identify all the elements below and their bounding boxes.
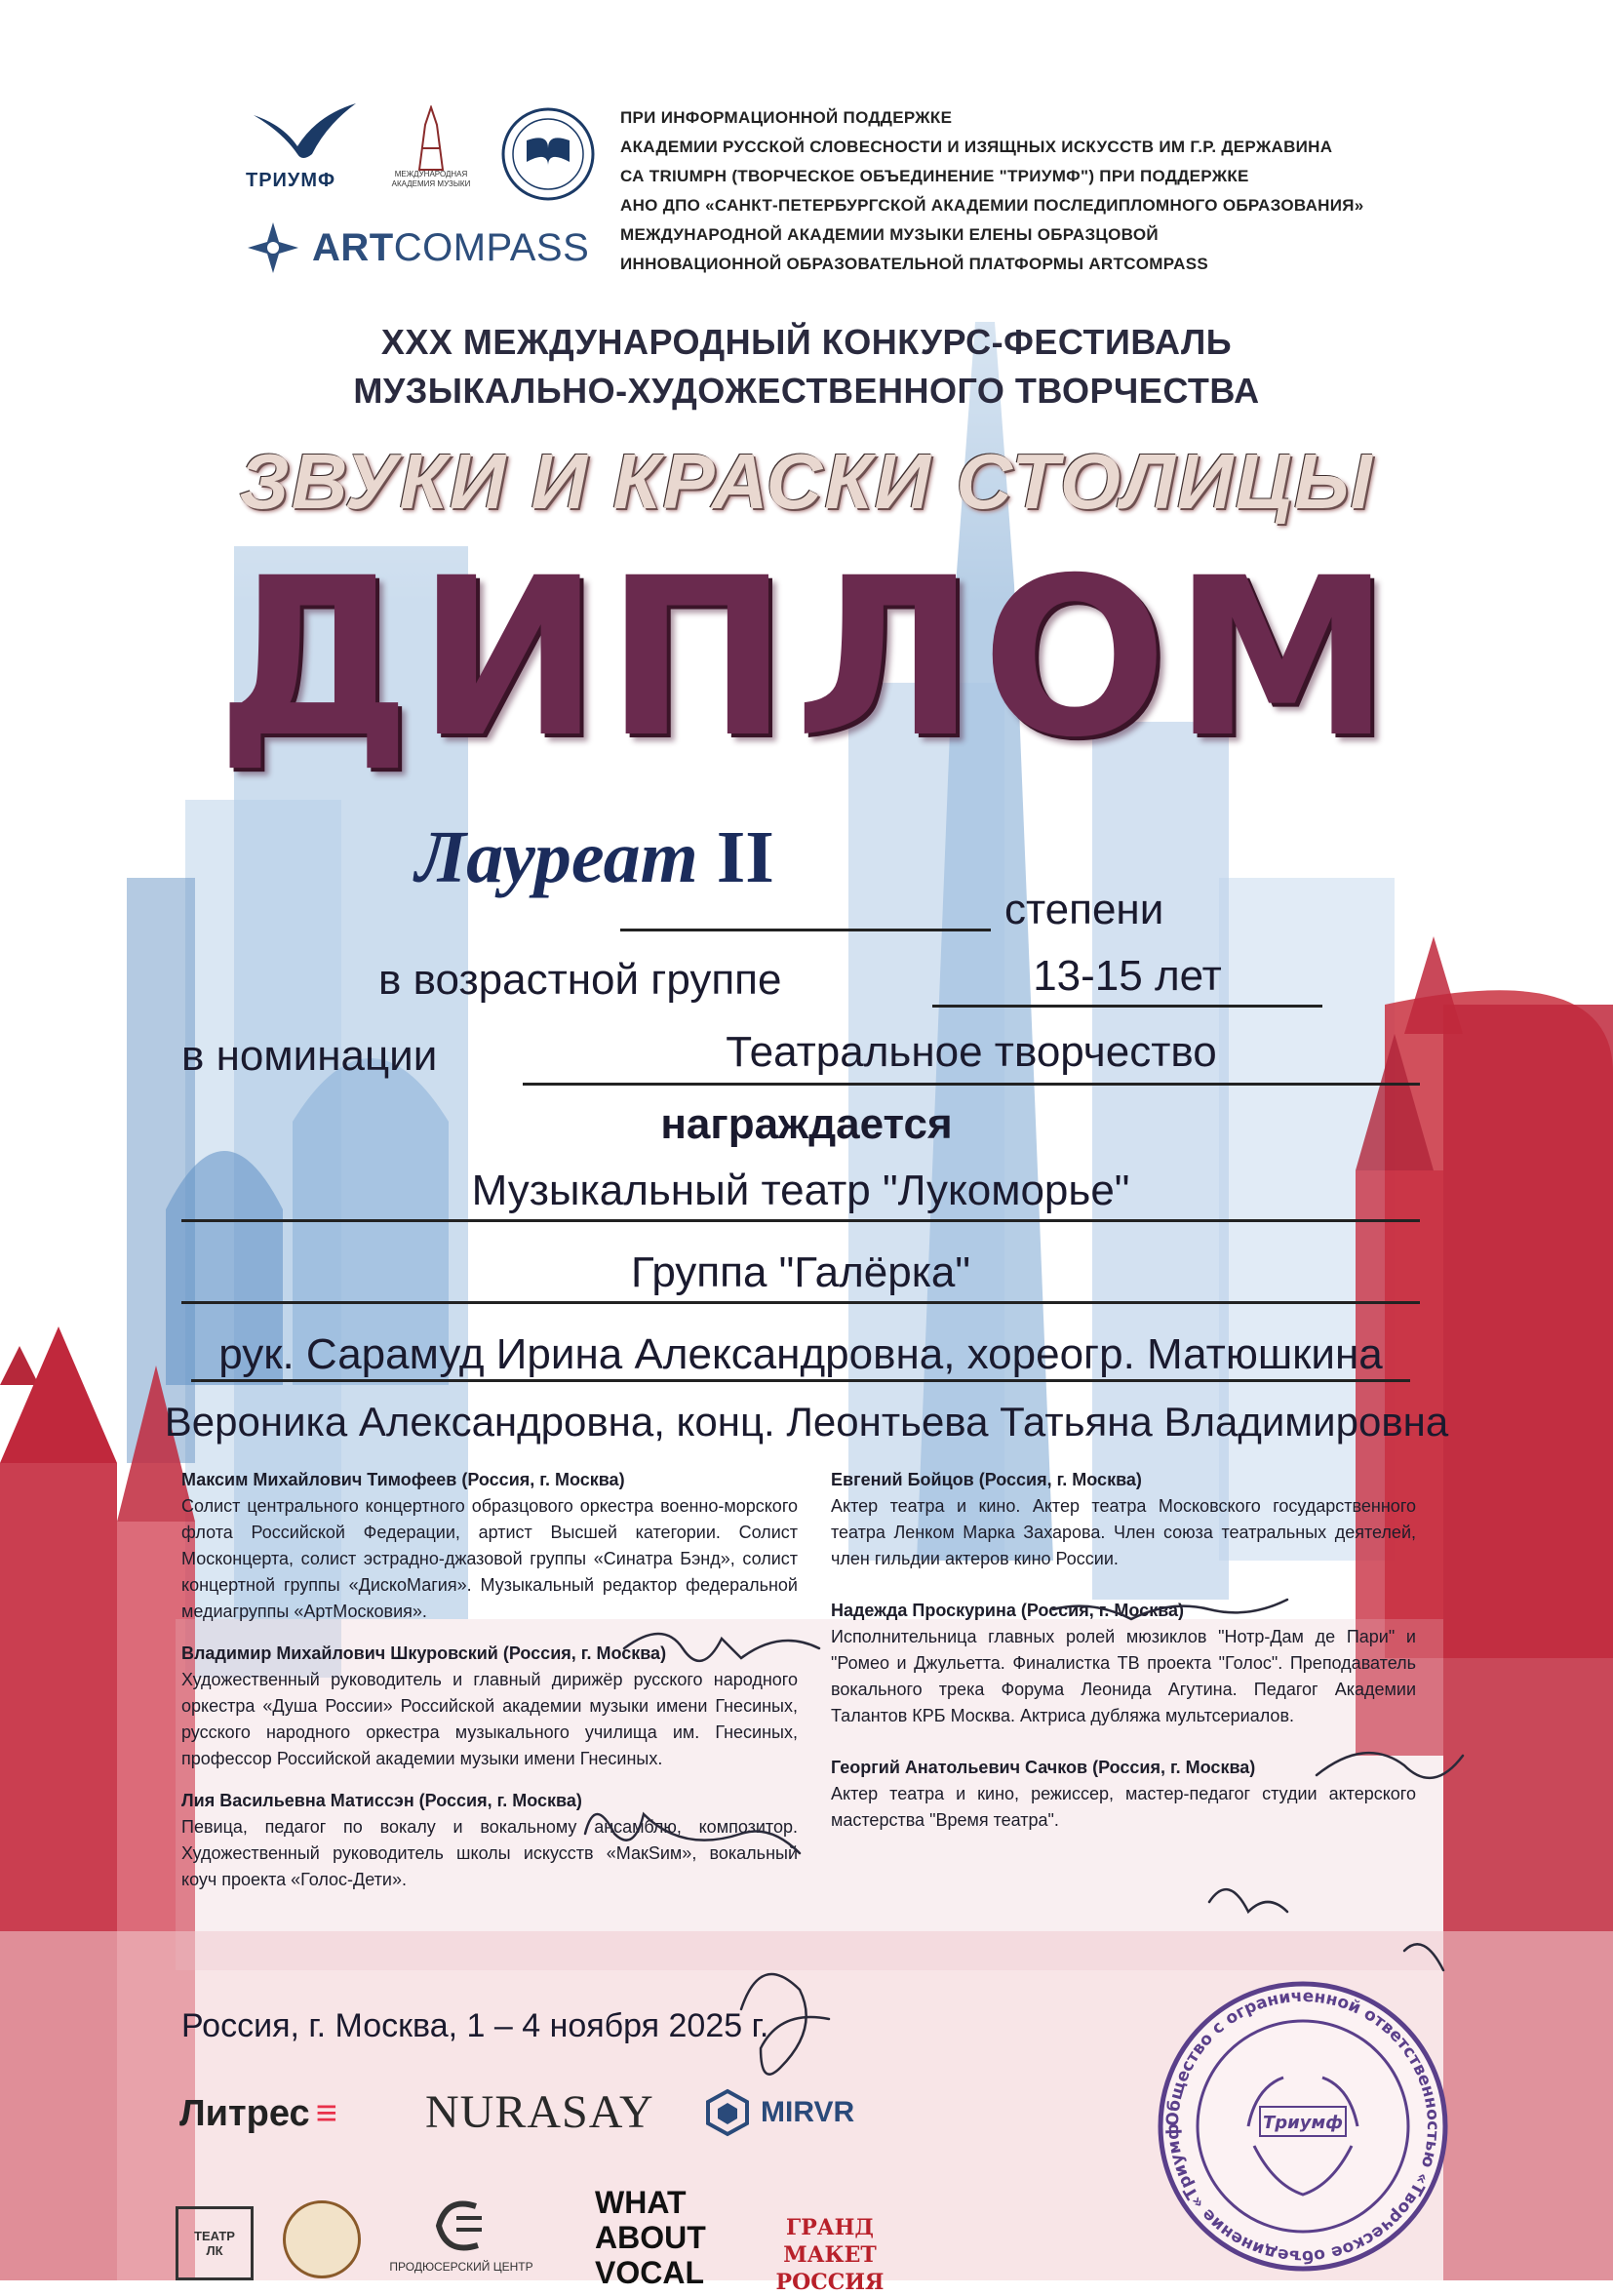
nomination-value: Театральное творчество xyxy=(726,1028,1217,1076)
logo-academy-label: МЕЖДУНАРОДНАЯ АКАДЕМИЯ МУЗЫКИ xyxy=(391,170,471,188)
jury-description: Солист центрального концертного образцового оркестра военно-морского флота Российской Федерации, артист Высшей категории. Солист Москонцерта, солист эстрадно-джазовой группы «Синатра Бэнд», солист концертной группы «ДискоМагия». Музыкальный редактор федеральной медиагруппы «АртМосковия». xyxy=(181,1496,798,1621)
logo-triumf-label: ТРИУМФ xyxy=(246,170,336,191)
age-label: в возрастной группе xyxy=(378,956,782,1004)
support-line: АНО ДПО «САНКТ-ПЕТЕРБУРГСКОЙ АКАДЕМИИ ПОСЛЕДИПЛОМНОГО ОБРАЗОВАНИЯ» xyxy=(620,196,1364,215)
festival-name: ЗВУКИ И КРАСКИ СТОЛИЦЫ xyxy=(239,438,1374,525)
awarded-label: награждается xyxy=(660,1100,953,1148)
festival-line-2: МУЗЫКАЛЬНО-ХУДОЖЕСТВЕННОГО ТВОРЧЕСТВА xyxy=(353,371,1260,411)
laureate-label: Лауреат xyxy=(415,816,698,898)
support-line: МЕЖДУНАРОДНОЙ АКАДЕМИИ МУЗЫКИ ЕЛЕНЫ ОБРАЗЦОВОЙ xyxy=(620,225,1159,244)
age-value: 13-15 лет xyxy=(1033,952,1222,1000)
jury-name: Надежда Проскурина (Россия, г. Москва) xyxy=(831,1601,1185,1620)
support-line: СА TRIUMPH (ТВОРЧЕСКОЕ ОБЪЕДИНЕНИЕ "ТРИУМФ") ПРИ ПОДДЕРЖКЕ xyxy=(620,167,1249,185)
stamp-seal-icon xyxy=(1147,1980,1459,2273)
sponsor-grand-maket: ГРАНД МАКЕТ РОССИЯ xyxy=(775,2215,885,2295)
jury-description: Художественный руководитель и главный дирижёр русского народного оркестра «Душа России» Российской академии музыки имени Гнесиных, русского народного оркестра музыкального училища им. Гнесиных, профессор Российской академии музыки имени Гнесиных. xyxy=(181,1670,798,1768)
sponsor-producer-center-label: ПРОДЮСЕРСКИЙ ЦЕНТР xyxy=(389,2260,533,2274)
jury-description: Актер театра и кино, режиссер, мастер-педагог студии актерского мастерства "Время театра". xyxy=(831,1784,1416,1830)
sponsor-nurasay: NURASAY xyxy=(425,2086,654,2138)
jury-name: Евгений Бойцов (Россия, г. Москва) xyxy=(831,1470,1142,1489)
official-stamp xyxy=(1147,1980,1459,2273)
jury-name: Георгий Анатольевич Сачков (Россия, г. Москва) xyxy=(831,1758,1256,1777)
sponsor-what-about-vocal: WHAT ABOUT VOCAL xyxy=(595,2185,706,2290)
recipient-line-1: Музыкальный театр "Лукоморье" xyxy=(471,1167,1130,1214)
artcompass-wordmark: ARTCOMPASS xyxy=(312,225,590,269)
stamp-ring-text: Общество с ограниченной ответственностью «Творческое объединение «Триумф xyxy=(1162,1986,1443,2267)
jury-name: Максим Михайлович Тимофеев (Россия, г. Москва) xyxy=(181,1470,625,1489)
nomination-label: в номинации xyxy=(181,1032,438,1080)
leaders-line-1: рук. Сарамуд Ирина Александровна, хореогр. Матюшкина xyxy=(218,1330,1383,1378)
jury-name: Лия Васильевна Матиссэн (Россия, г. Москва) xyxy=(181,1791,582,1810)
jury-name: Владимир Михайлович Шкуровский (Россия, г. Москва) xyxy=(181,1643,667,1663)
stamp-center-text: Триумф xyxy=(1262,2113,1344,2133)
jury-description: Актер театра и кино. Актер театра Московского государственного театра Ленком Марка Захарова. Член союза театральных деятелей, член гильдии актеров кино России. xyxy=(831,1496,1416,1568)
support-line: АКАДЕМИИ РУССКОЙ СЛОВЕСНОСТИ И ИЗЯЩНЫХ ИСКУССТВ ИМ Г.Р. ДЕРЖАВИНА xyxy=(620,138,1333,156)
sponsor-teatr-lk-label: ТЕАТР ЛК xyxy=(194,2229,235,2258)
support-line: ПРИ ИНФОРМАЦИОННОЙ ПОДДЕРЖКЕ xyxy=(620,108,953,127)
sponsor-mirvr-label: MIRVR xyxy=(761,2096,855,2128)
support-line: ИННОВАЦИОННОЙ ОБРАЗОВАТЕЛЬНОЙ ПЛАТФОРМЫ ARTCOMPASS xyxy=(620,255,1208,273)
recipient-line-2: Группа "Галёрка" xyxy=(630,1248,971,1296)
jury-description: Исполнительница главных ролей мюзиклов "Нотр-Дам де Пари" и "Ромео и Джульетта. Финалистка ТВ проекта "Голос". Преподаватель вокального трека Форума Леонида Агутина. Педагог Академии Талантов КРБ Москва. Актриса дубляжа мультсериалов. xyxy=(831,1627,1416,1725)
degree-value: II xyxy=(716,816,774,898)
festival-line-1: XXX МЕЖДУНАРОДНЫЙ КОНКУРС-ФЕСТИВАЛЬ xyxy=(380,322,1233,362)
degree-label: степени xyxy=(1004,886,1164,933)
jury-description: Певица, педагог по вокалу и вокальному ансамблю, композитор. Художественный руководитель школы искусств «МакSим», вокальный коуч проекта «Голос-Дети». xyxy=(181,1817,798,1889)
sponsor-litres-label: Литрес xyxy=(179,2093,310,2134)
leaders-line-2: Вероника Александровна, конц. Леонтьева Татьяна Владимировна xyxy=(164,1399,1449,1445)
place-date: Россия, г. Москва, 1 – 4 ноября 2025 г. xyxy=(181,2007,769,2044)
menu-icon: ≡ xyxy=(315,2093,337,2134)
diploma-title: ДИПЛОМ xyxy=(216,531,1397,785)
